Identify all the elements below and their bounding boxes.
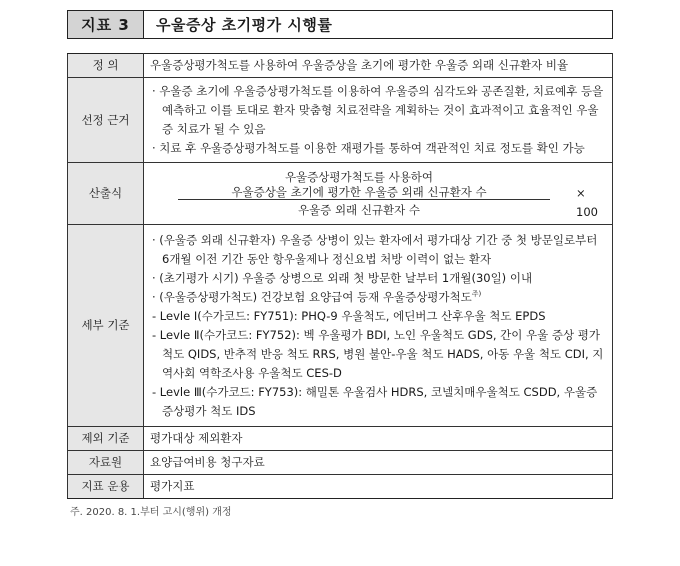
details-subitem: - Levle Ⅲ(수가코드: FY753): 해밀톤 우울검사 HDRS, 코넬치매우울척도 CSDD, 우울증 증상평가 척도 IDS [152, 384, 598, 418]
indicator-table [67, 53, 613, 499]
formula-fraction [150, 166, 606, 222]
formula-label: 산출식 [68, 163, 144, 225]
fraction-bar [178, 199, 550, 200]
rationale-label: 선정 근거 [68, 78, 144, 163]
source-text: 요양급여비용 청구자료 [144, 451, 613, 475]
details-item-text: · (우울증상평가척도) 건강보험 요양급여 등재 우울증상평가척도 [152, 289, 472, 304]
rationale-content [144, 78, 613, 163]
formula-content [144, 163, 613, 225]
details-row [68, 225, 613, 427]
usage-row [68, 475, 613, 499]
rationale-row [68, 78, 613, 163]
rationale-item: · 치료 후 우울증상평가척도를 이용한 재평가를 통하여 객관적인 치료 정도를 확인 가능 [152, 141, 585, 155]
details-item [150, 288, 606, 307]
indicator-number: 지표 3 [68, 11, 144, 38]
details-item: · (초기평가 시기) 우울증 상병으로 외래 첫 방문한 날부터 1개월(30일) 이내 [152, 270, 533, 285]
indicator-title-bar [67, 10, 613, 39]
definition-row [68, 54, 613, 78]
definition-text: 우울증상평가척도를 사용하여 우울증상을 초기에 평가한 우울증 외래 신규환자 비율 [144, 54, 613, 78]
source-label: 자료원 [68, 451, 144, 475]
details-item: · (우울증 외래 신규환자) 우울증 상병이 있는 환자에서 평가대상 기간 중 첫 방문일로부터 6개월 이전 기간 동안 항우울제나 정신요법 처방 이력이 없는 환자 [152, 232, 598, 266]
formula-numerator-line2: 우울증상을 초기에 평가한 우울증 외래 신규환자 수 [231, 184, 487, 199]
details-subitem: - Levle Ⅰ(수가코드: FY751): PHQ-9 우울척도, 에딘버그 산후우울 척도 EPDS [152, 308, 546, 323]
indicator-title: 우울증상 초기평가 시행률 [156, 16, 333, 34]
details-content [144, 225, 613, 427]
exclusion-label: 제외 기준 [68, 427, 144, 451]
usage-label: 지표 운용 [68, 475, 144, 499]
footnote: 주. 2020. 8. 1.부터 고시(행위) 개정 [70, 507, 232, 518]
usage-text: 평가지표 [144, 475, 613, 499]
formula-denominator: 우울증 외래 신규환자 수 [297, 202, 421, 217]
details-subitem: - Levle Ⅱ(수가코드: FY752): 벡 우울평가 BDI, 노인 우울척도 GDS, 간이 우울 증상 평가 척도 QIDS, 반추적 반응 척도 RRS, 병원 불안-우울 척도 HADS, 아동 우울 척도 CDI, 지역사회 역학조사용 우울척도 CES-D [152, 327, 604, 380]
formula-multiplier: × 100 [576, 185, 598, 219]
formula-numerator-line1: 우울증상평가척도를 사용하여 [284, 169, 434, 184]
definition-label: 정 의 [68, 54, 144, 78]
rationale-item: · 우울증 초기에 우울증상평가척도를 이용하여 우울증의 심각도와 공존질환, 치료예후 등을 예측하고 이를 토대로 환자 맞춤형 치료전략을 계획하는 것이 효과적이고 효율적인 우울증 치료가 될 수 있음 [152, 84, 604, 136]
footnote-marker: 주) [471, 289, 482, 298]
exclusion-row [68, 427, 613, 451]
formula-row [68, 163, 613, 225]
details-label: 세부 기준 [68, 225, 144, 427]
source-row [68, 451, 613, 475]
exclusion-text: 평가대상 제외환자 [144, 427, 613, 451]
